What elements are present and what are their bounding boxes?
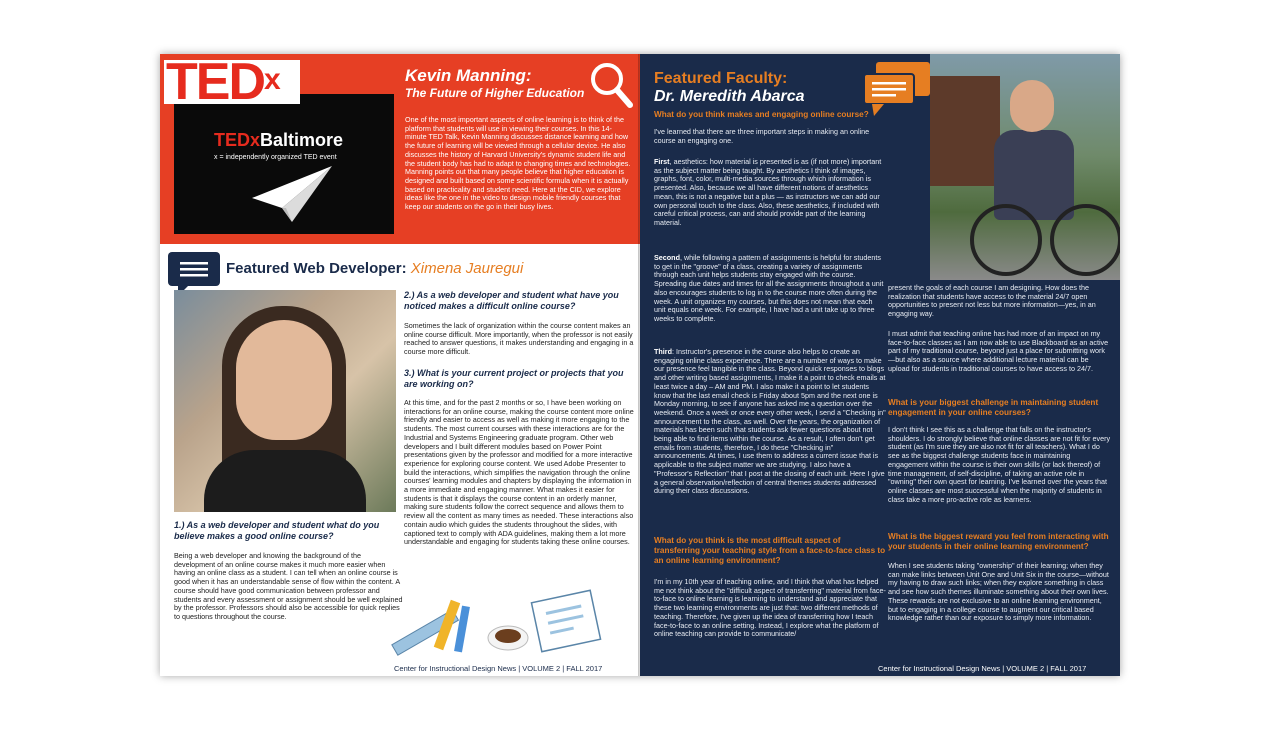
faculty-answer-2: I'm in my 10th year of teaching online, and I think that what has helped me not think about the "difficult aspect of transferring" material from face-to-face to online learning is learning to understand and appreciate that these two learning environments are just that: two different methods of teaching. Therefore, I've given up the idea of transferring how I teach face-to-face to an online setting. Instead, I explore what the platform of online teaching can provide to communicate/ (654, 577, 886, 639)
speaker-name: Kevin Manning: (405, 66, 532, 85)
faculty-answer-1-third: Third: Instructor's presence in the course also helps to create an engaging online class experience. There are a number of ways to make our presence feel tangible in the class. Beyond quick responses to blogs and other writing based assignments, I make it a point to check emails at least twice a day – AM and PM. I also make it a point to let students know that the last email check is Friday about 5pm and the next one is Monday morning, to see if anyone has asked me a question over the weekend. Once a week or once every other week, I send a "Checking in" announcement to the class, as well. Over the years, the organization of materials has been such that students ask fewer questions about not being able to find items within the course. As a result, I often don't get emails from students, therefore, I do these "Checking in" announcements. At times, I use them to address a current issue that is applicable to the subject matter we are studying. I also have a "Professor's Reflection" that I post at the closing of each unit. Here I give a general observation/reflection of central themes students addressed during their class discussions. (654, 347, 886, 496)
faculty-question-4: What is the biggest reward you feel from interacting with your students in their online learning environment? (888, 532, 1109, 551)
developer-answer-1: Being a web developer and knowing the background of the development of an online course makes it much more easier when having an online class as a student. I can tell when an online course is good when it has an understandable sense of flow within the content. A course should have good communication between professor and students and every assessment or assignment should be well explained by the professor. Professors should also be accessible for quick replies to questions throughout the course. (174, 551, 403, 621)
faculty-photo (930, 54, 1120, 280)
magnifier-icon (588, 60, 634, 110)
faculty-answer-1-intro: I've learned that there are three important steps in making an online course an engaging one. (654, 127, 870, 145)
developer-question-2: 2.) As a web developer and student what have you noticed makes a difficult online course? (404, 290, 619, 311)
faculty-answer-3: I don't think I see this as a challenge that falls on the instructor's shoulders. I do strongly believe that online classes are not fit for every student (as I'm sure they are also not fit for all teachers). What I do see as the biggest challenge students face in maintaining engagement within the course is their own skills (or lack thereof) of time management, of self-discipline, of taking an active role in "owning" their own quest for learning. I've learned over the years that online classes are most successful when the majority of students in class take a more pro-active role as learners. (888, 425, 1111, 504)
talk-subtitle: The Future of Higher Education (405, 86, 585, 100)
faculty-question-1: What do you think makes and engaging online course? (654, 110, 869, 119)
faculty-answer-2-continued-2: I must admit that teaching online has had more of an impact on my face-to-face classes as I am now able to use Blackboard as an active part of my traditional course, beyond just a place for submitting work—but also as a source where additional lecture material can be upload for students in traditional courses to have access to 24/7. (888, 329, 1109, 373)
tedx-section (160, 54, 640, 244)
desk-supplies-illustration (386, 586, 626, 666)
faculty-question-3: What is your biggest challenge in maintaining student engagement in your online courses? (888, 398, 1099, 417)
faculty-answer-1-first: First, aesthetics: how material is presented is as (if not more) important as the subject matter being taught. By aesthetics I think of images, graphs, font, color, multi-media sources through which information is presented. Also, because we all have different notions of aesthetics mean, this is not a negative but a plus — as instructors we can add our own personal touch to the class. Also, these aesthetics, if included with careful critical process, can and should provide part of the learning material. (654, 157, 882, 227)
faculty-question-2: What do you think is the most difficult aspect of transferring your teaching style from a face-to-face class to an online learning environment? (654, 536, 886, 565)
faculty-name: Dr. Meredith Abarca (654, 88, 805, 105)
left-footer: Center for Instructional Design News | VOLUME 2 | FALL 2017 (394, 664, 603, 673)
developer-question-3: 3.) What is your current project or projects that you are working on? (404, 368, 624, 389)
right-footer: Center for Instructional Design News | VOLUME 2 | FALL 2017 (878, 664, 1087, 673)
tedx-talk-title (405, 66, 605, 101)
paper-plane-icon (252, 164, 332, 224)
tedx-event-subtitle: x = independently organized TED event (214, 154, 337, 161)
developer-answer-3: At this time, and for the past 2 months or so, I have been working on interactions for an online course, making the course content more online friendly and easier to access as well as making it more engaging to the students. The most current courses with these interactions are for the Industrial and Systems Engineering graduate program. Other web developers and I built different modules based on Power Point presentations given by the professor and modified for a more interactive experience for exploring course content. We used Adobe Presenter to build the interactions, which simplifies the navigation through the online courses' learning modules and chapters by displaying the information in a more immediate and engaging manner. What makes it easier for students is that it displays the course content in an orderly manner, making sure students follow the correct sequence and allows them to review all the content as many times as needed. These interactions also contain audio which guides the students throughout the slides, with captioned text to comply with ADA guidelines, making them a lot more understandable and engaging for students taking these online courses. (404, 398, 634, 547)
newsletter-spread (160, 54, 1120, 676)
developer-question-1: 1.) As a web developer and student what do you believe makes a good online course? (174, 520, 380, 541)
developer-heading: Featured Web Developer: Ximena Jauregui (226, 260, 524, 277)
developer-answer-2: Sometimes the lack of organization within the course content makes an online course difficult. More importantly, when the professor is not easily reached to answer questions, it makes understanding and engaging in a course more difficult. (404, 321, 634, 357)
developer-photo (174, 290, 396, 512)
tedx-logo: TED$^x$ (164, 60, 300, 104)
left-page (160, 54, 640, 676)
right-page (640, 54, 1120, 676)
faculty-answer-4: When I see students taking "ownership" of their learning; when they can make links between Unit One and Unit Six in the course—without my having to draw such links; when they explore something in class and see how such themes illuminate something about their own lives. These rewards are not exclusive to an online learning environment, but to engaging in a college course to augment our critical based knowledge rather than our exposure to simply more information. (888, 561, 1109, 623)
faculty-answer-1-second: Second, while following a pattern of assignments is helpful for students to get in the "groove" of a class, creating a variety of assignments through each unit helps students stay engaged with the course. Spreading due dates and times for all the assignments throughout a unit also encourages students to log in to the course more often during the week. A unit organizes my courses, but this does not mean that each unit equals one week. For example, I have had a unit take up to three weeks to complete. (654, 253, 884, 323)
faculty-answer-2-continued: present the goals of each course I am designing. How does the realization that students have access to the material 24/7 open opportunities to present not less but more information—yes, in an engaging way. (888, 283, 1096, 319)
faculty-heading: Featured Faculty: (654, 70, 788, 87)
tedx-description: One of the most important aspects of online learning is to think of the platform that students will use in viewing their courses. In this 14-minute TED Talk, Kevin Manning discusses distance learning and how the future of learning will be viewed through a cellular device. He also discusses the history of Harvard University's dynamic student life and the student body has had to adapt to changing times and technologies. Manning points out that many people believe that higher education is designed and built based on some scientific formula when it is actually based on practicality and student need. Here at the CID, we explore ideas like the one in the video to design mobile friendly courses that keep our students on the go in their busy lives. (405, 115, 631, 212)
tedx-video-thumbnail[interactable] (174, 94, 394, 234)
tedx-baltimore-logo: TEDxBaltimore (214, 130, 344, 150)
